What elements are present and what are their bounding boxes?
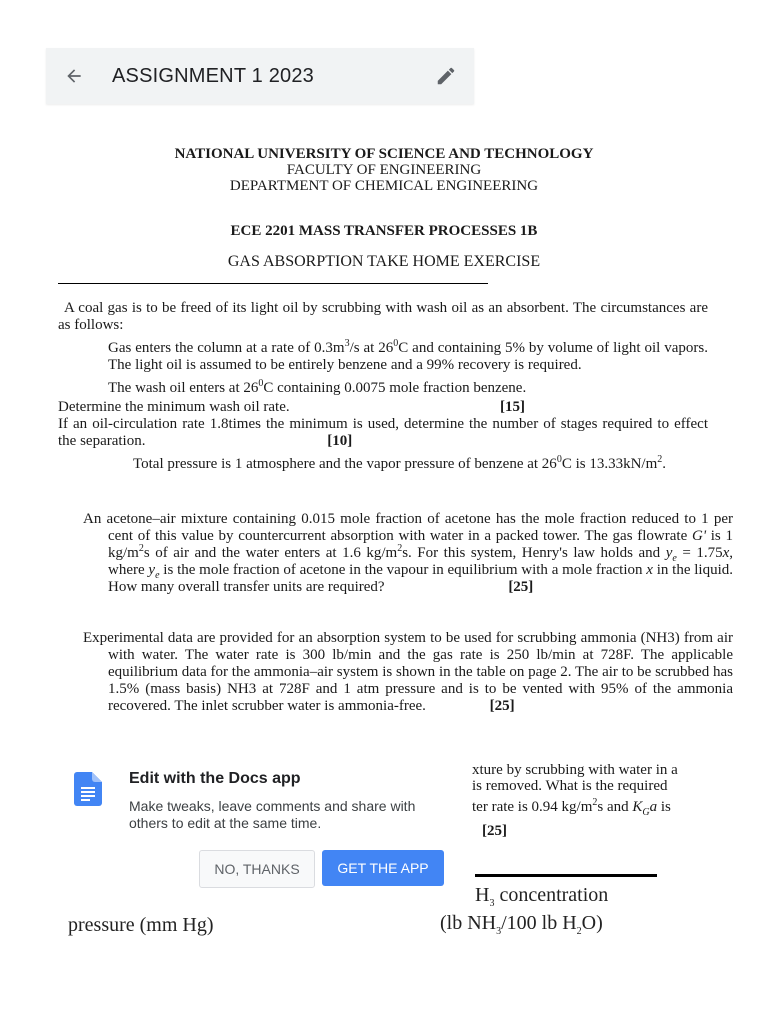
- q1-min-rate: Determine the minimum wash oil rate.: [58, 399, 290, 415]
- q1-pressure: Total pressure is 1 atmosphere and the vapor pressure of benzene at $26^0C$ is $13.33kN/m^2$.: [133, 454, 666, 472]
- q4-partial-line2: is removed. What is the required: [472, 778, 668, 794]
- q4-marks: [25]: [482, 823, 507, 839]
- table-col2-header-partial: $H_3$ concentration: [475, 884, 609, 909]
- q3-marks: [25]: [489, 698, 515, 714]
- pencil-icon: [435, 65, 457, 87]
- google-docs-icon: [74, 772, 102, 806]
- q4-partial-line1: xture by scrubbing with water in a: [472, 762, 678, 778]
- faculty-name: FACULTY OF ENGINEERING: [286, 162, 482, 178]
- department-name: DEPARTMENT OF CHEMICAL ENGINEERING: [229, 178, 539, 194]
- prompt-description: Make tweaks, leave comments and share with others to edit at the same time.: [129, 798, 416, 831]
- university-name: NATIONAL UNIVERSITY OF SCIENCE AND TECHNOLOGY: [174, 146, 594, 162]
- table-top-rule: [475, 874, 657, 877]
- q1-wash-oil: The wash oil enters at $26^0C$ containing 0.0075 mole fraction benzene.: [108, 378, 527, 396]
- q4-partial-line3: ter rate is 0.94 $kg/m^2s$ and $K_Ga$ is: [472, 797, 671, 818]
- q1-min-rate-marks: [15]: [500, 399, 525, 415]
- docs-app-prompt: [0, 748, 468, 908]
- q2-text: An acetone–air mixture containing 0.015 mole fraction of acetone has the mole fraction reduced to 1 per cent of this value by countercurrent absorption with water in a packed tower. The gas flowrate G' is 1 $kg/m^2s$ of air and the water enters at 1.6 $kg/m^2s$. For this system, Henry's law holds and $y_e = 1.75x$, where $y_e$ is the mole fraction of acetone in the vapour in equilibrium with a mole fraction x in the liquid. How many overall transfer units are required? [25]: [83, 511, 733, 595]
- table-col1-header-partial: pressure (mm Hg): [68, 914, 214, 936]
- document-title: ASSIGNMENT 1 2023: [112, 64, 315, 87]
- table-col2-units-partial: (lb $NH_3/100$ lb $H_2O$): [440, 912, 603, 937]
- app-bar: [46, 48, 474, 104]
- course-title: ECE 2201 MASS TRANSFER PROCESSES 1B: [230, 223, 538, 239]
- no-thanks-button[interactable]: NO, THANKS: [199, 850, 315, 888]
- q3-text: [83, 630, 733, 715]
- edit-button[interactable]: [418, 48, 474, 104]
- prompt-title: Edit with the Docs app: [129, 770, 301, 787]
- get-the-app-button[interactable]: GET THE APP: [322, 850, 444, 886]
- exercise-title: GAS ABSORPTION TAKE HOME EXERCISE: [227, 253, 541, 270]
- q1-gas-conditions: Gas enters the column at a rate of $0.3m^3/s$ at $26^0C$ and containing 5% by volume of light oil vapors. The light oil is assumed to be entirely benzene and a 99% recovery is required.: [108, 338, 708, 373]
- header-divider: [58, 283, 488, 284]
- arrow-back-icon: [64, 66, 84, 86]
- back-button[interactable]: [46, 48, 102, 104]
- q1-stages: If an oil-circulation rate 1.8times the minimum is used, determine the number of stages required to effect the separation. [10]: [58, 416, 708, 449]
- q3-body: Experimental data are provided for an absorption system to be used for scrubbing ammonia (NH3) from air with water. The water rate is 300 lb/min and the gas rate is 250 lb/min at 728F. The applicable equilibrium data for the ammonia–air system is shown in the table on page 2. The air to be scrubbed has 1.5% (mass basis) NH3 at 728F and 1 atm pressure and is to be vented with 95% of the ammonia recovered. The inlet scrubber water is ammonia-free.: [83, 630, 733, 714]
- q1-intro: A coal gas is to be freed of its light oil by scrubbing with wash oil as an absorbent. The circumstances are as follows:: [58, 300, 708, 333]
